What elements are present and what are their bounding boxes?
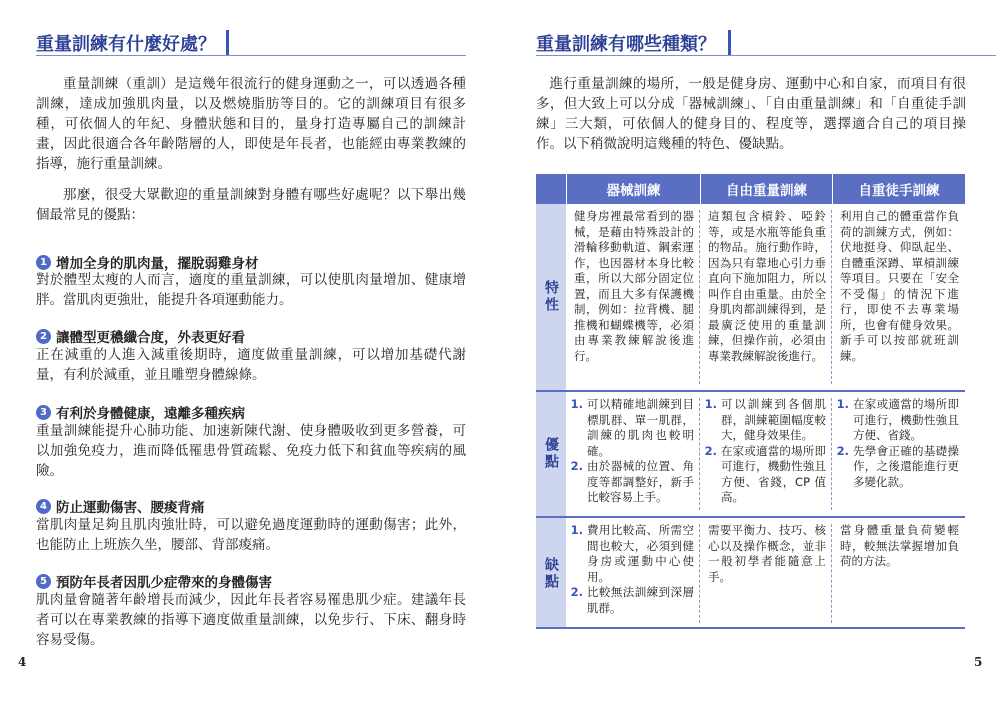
- cell-list: [708, 397, 826, 506]
- cell-text: 這類包含槓鈴、啞鈴等，或是水瓶等能負重的物品。施行動作時，因為只有靠地心引力垂直向下施加阻力，所以叫作自由重量。由於全身肌肉都訓練得到，是最廣泛使用的重量訓練，但操作前，必須由專業教練解說後進行。: [708, 209, 826, 363]
- benefit-heading-3: [36, 402, 245, 422]
- benefit-heading-text: 讓體型更穠纖合度，外表更好看: [56, 330, 245, 346]
- table-cell: [566, 392, 700, 516]
- comparison-table: [536, 174, 965, 629]
- table-cell: [566, 204, 700, 390]
- row-label-features: 特性: [536, 204, 566, 390]
- benefit-heading-text: 預防年長者因肌少症帶來的身體傷害: [56, 575, 272, 591]
- benefit-heading-text: 防止運動傷害、腰痠背痛: [56, 500, 205, 516]
- list-item: 1. 可以訓練到各個肌群，訓練範圍幅度較大，健身效果佳。: [721, 397, 826, 444]
- table-corner-cell: [536, 174, 566, 204]
- benefit-body-5: 肌肉量會隨著年齡增長而減少，因此年長者容易罹患肌少症。建議年長者可以在專業教練的指導下適度做重量訓練，以免步行、下床、翻身時容易受傷。: [36, 592, 466, 648]
- right-page: [500, 0, 1000, 702]
- title-bar-accent: [226, 30, 229, 56]
- benefit-heading-5: [36, 571, 272, 591]
- benefit-heading-text: 有利於身體健康，遠離多種疾病: [56, 406, 245, 422]
- benefit-body-1: 對於體型太瘦的人而言，適度的重量訓練，可以使肌肉量增加、健康增胖。當肌肉更強壯，能提升各項運動能力。: [36, 272, 466, 308]
- cell-list: [574, 397, 694, 506]
- table-cell: [566, 518, 700, 629]
- list-item: 1. 在家或適當的場所即可進行，機動性強且方便、省錢。: [853, 397, 959, 444]
- right-page-header: [536, 30, 996, 56]
- table-cell: [832, 392, 965, 516]
- page-number: 4: [18, 655, 27, 669]
- benefit-body-4: 當肌肉量足夠且肌肉強壯時，可以避免過度運動時的運動傷害；此外，也能防止上班族久坐，腰部、背部痠痛。: [36, 517, 466, 553]
- row-label-cons: 缺點: [536, 518, 566, 629]
- left-page-title: 重量訓練有什麼好處？: [36, 34, 216, 55]
- list-item: 1. 費用比較高、所需空間也較大，必須到健身房或運動中心使用。: [587, 523, 694, 585]
- cell-text: 健身房裡最常看到的器械，是藉由特殊設計的滑輪移動軌道、鋼索運作，也因器材本身比較重，所以大部分固定位置，而且大多有保護機制，例如：拉背機、腿推機和蝴蝶機等，必須由專業教練解說後進行。: [574, 209, 694, 363]
- types-intro-paragraph: 進行重量訓練的場所，一般是健身房、運動中心和自家，而項目有很多，但大致上可以分成「器械訓練」、「自由重量訓練」和「自重徒手訓練」三大類，可依個人的健身目的、程度等，選擇適合自己的項目操作。以下稍微說明這幾種的特色、優缺點。: [536, 76, 966, 152]
- number-badge: 4: [36, 499, 51, 514]
- left-page-header: [36, 30, 466, 56]
- cell-text: 需要平衡力、技巧、核心以及操作概念，並非一般初學者能隨意上手。: [708, 523, 826, 584]
- list-item: 2. 先學會正確的基礎操作，之後還能進行更多變化款。: [853, 444, 959, 491]
- row-label-pros: 優點: [536, 392, 566, 516]
- benefit-body-3: 重量訓練能提升心肺功能、加速新陳代謝、使身體吸收到更多營養，可以加強免疫力，進而降低罹患骨質疏鬆、免疫力低下和貧血等疾病的風險。: [36, 423, 466, 479]
- cell-list: [574, 523, 694, 616]
- table-cell: [700, 518, 832, 629]
- list-item: 2. 由於器械的位置、角度等都調整好，新手比較容易上手。: [587, 459, 694, 506]
- table-cell: [832, 518, 965, 629]
- list-item: 2. 在家或適當的場所即可進行，機動性強且方便、省錢，CP 值高。: [721, 444, 826, 506]
- title-underline: [36, 55, 466, 56]
- number-badge: 5: [36, 574, 51, 589]
- column-header-bodyweight: 自重徒手訓練: [833, 174, 965, 204]
- right-page-title: 重量訓練有哪些種類？: [536, 34, 716, 55]
- number-badge: 2: [36, 329, 51, 344]
- table-cell: [700, 392, 832, 516]
- cell-list: [840, 397, 959, 490]
- title-bar-accent: [728, 30, 731, 56]
- page-number: 5: [974, 655, 983, 669]
- cell-text: 利用自己的體重當作負荷的訓練方式，例如：伏地挺身、仰臥起坐、自體重深蹲、單槓訓練等項目。只要在「安全不受傷」的情況下進行，即使不去專業場所，也會有健身效果。新手可以按部就班訓練。: [840, 209, 959, 363]
- column-header-free-weight: 自由重量訓練: [701, 174, 832, 204]
- question-paragraph: 那麼，很受大眾歡迎的重量訓練對身體有哪些好處呢？以下舉出幾個最常見的優點：: [36, 187, 466, 223]
- cell-text: 當身體重量負荷變輕時，較無法掌握增加負荷的方法。: [840, 523, 959, 568]
- benefit-heading-text: 增加全身的肌肉量，擺脫弱雞身材: [56, 256, 259, 272]
- number-badge: 1: [36, 255, 51, 270]
- title-underline: [536, 55, 996, 56]
- number-badge: 3: [36, 405, 51, 420]
- benefit-heading-2: [36, 326, 245, 346]
- column-header-machine: 器械訓練: [567, 174, 700, 204]
- benefit-heading-4: [36, 496, 205, 516]
- benefit-body-2: 正在減重的人進入減重後期時，適度做重量訓練，可以增加基礎代謝量，有利於減重，並且雕塑身體線條。: [36, 347, 466, 383]
- list-item: 1. 可以精確地訓練到目標肌群、單一肌群，訓練的肌肉也較明確。: [587, 397, 694, 459]
- list-item: 2. 比較無法訓練到深層肌群。: [587, 585, 694, 616]
- intro-paragraph: 重量訓練（重訓）是這幾年很流行的健身運動之一，可以透過各種訓練，達成加強肌肉量，以及燃燒脂肪等目的。它的訓練項目有很多種，可依個人的年紀、身體狀態和目的，量身打造專屬自己的訓練計畫，因此很適合各年齡階層的人，即使是年長者，也能經由專業教練的指導，施行重量訓練。: [36, 76, 466, 172]
- row-divider: [536, 627, 965, 629]
- table-cell: [832, 204, 965, 390]
- table-cell: [700, 204, 832, 390]
- benefit-heading-1: [36, 252, 259, 272]
